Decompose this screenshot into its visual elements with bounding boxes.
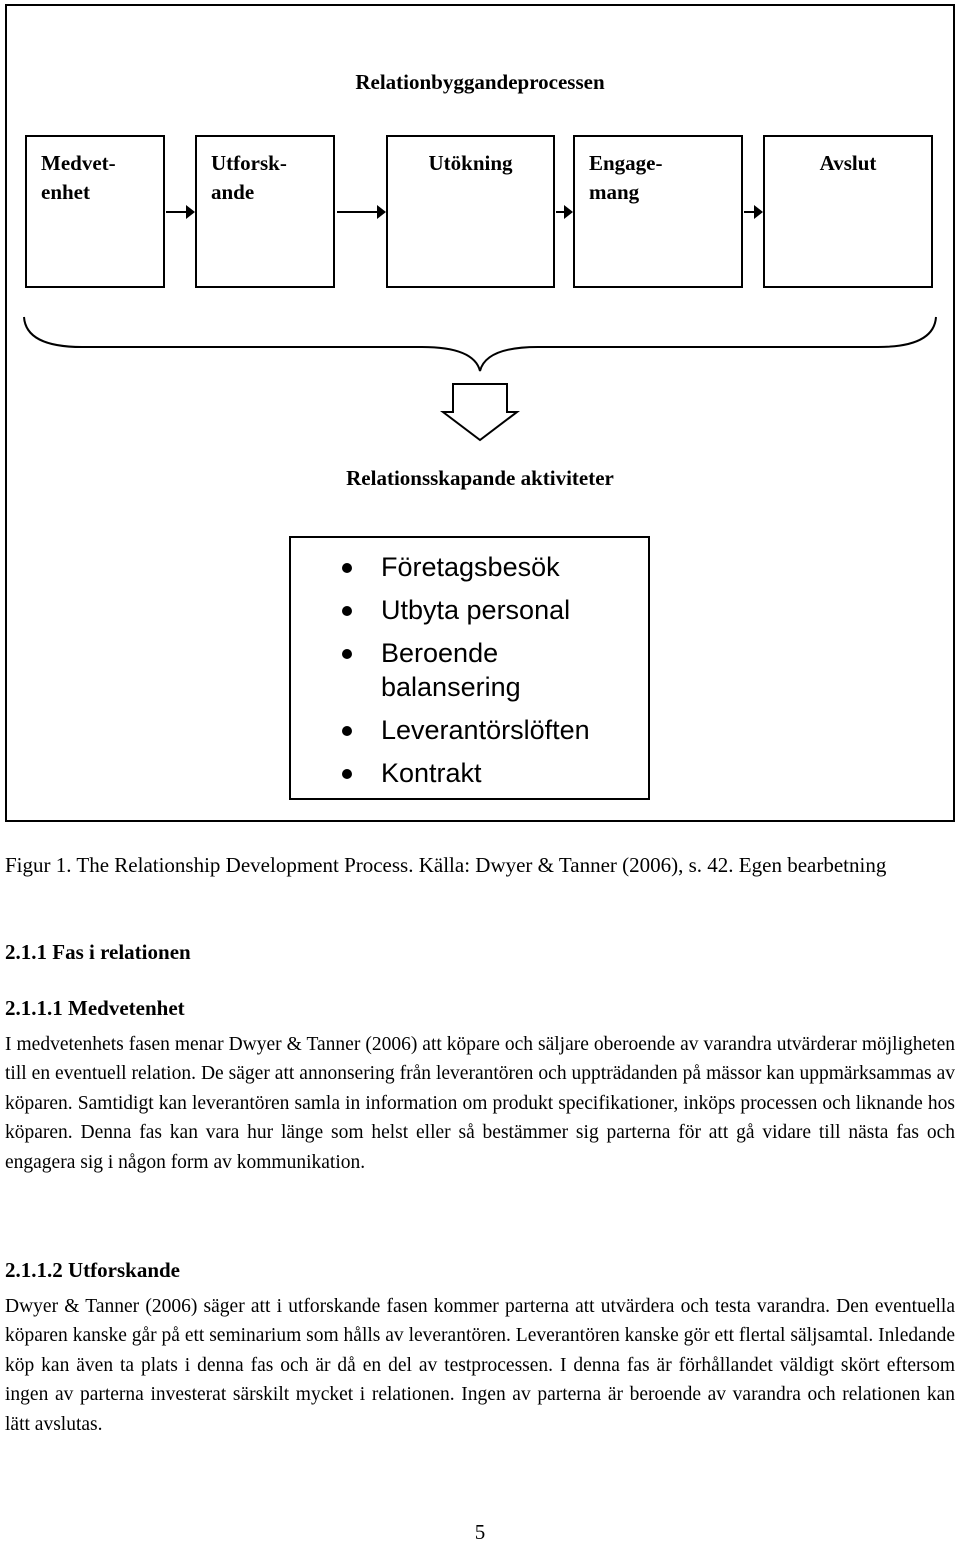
section-heading: 2.1.1 Fas i relationen (5, 940, 191, 964)
subsection-heading: 2.1.1.1 Medvetenhet (5, 996, 185, 1020)
figure-caption: Figur 1. The Relationship Development Process. Källa: Dwyer & Tanner (2006), s. 42. Egen bearbetning (5, 853, 887, 877)
list-item: Kontrakt (381, 756, 631, 790)
phase-label: Engage- mang (589, 151, 663, 204)
list-item: Leverantörslöften (381, 713, 631, 747)
arrowhead-icon (377, 205, 386, 219)
arrowhead-icon (754, 205, 763, 219)
body-paragraph: I medvetenhets fasen menar Dwyer & Tanner (2006) att köpare och säljare oberoende av varandra utvärderar möjligheten till en eventuell relation. De säger att annonsering från leverantören och uppträdanden på mässor kan uppmärksammas av köparen. Samtidigt kan leverantören samla in information om produkt specifikationer, inköps processen och liknande hos köparen. Denna fas kan vara hur länge som helst eller så bestämmer sig parterna för att gå vidare till nästa fas och engagera sig i någon form av kommunikation. (5, 1034, 955, 1173)
activities-list (381, 550, 631, 799)
page-number: 5 (474, 1520, 486, 1544)
phase-label: Utforsk- ande (211, 151, 287, 204)
activities-title: Relationsskapande aktiviteter (346, 466, 614, 490)
list-item: Beroende balansering (381, 636, 631, 704)
list-item: Utbyta personal (381, 593, 631, 627)
arrowhead-icon (564, 205, 573, 219)
list-item: Företagsbesök (381, 550, 631, 584)
figure-title: Relationbyggandeprocessen (355, 70, 605, 94)
phase-label: Medvet- enhet (41, 151, 116, 204)
body-paragraph: Dwyer & Tanner (2006) säger att i utforskande fasen kommer parterna att utvärdera och testa varandra. Den eventuella köparen kanske går på ett seminarium som hålls av leverantören. Leverantören kanske gör ett flertal säljsamtal. Inledande köp kan även ta plats i denna fas och är då en del av testprocessen. I denna fas är förhållandet väldigt skört eftersom ingen av parterna investerat särskilt mycket i relationen. Ingen av parterna är beroende av varandra och relationen kan lätt avslutas. (5, 1296, 955, 1435)
phase-label: Avslut (819, 151, 877, 175)
arrowhead-icon (186, 205, 195, 219)
down-arrow-icon (440, 382, 520, 444)
curly-brace-icon (22, 315, 938, 375)
subsection-heading: 2.1.1.2 Utforskande (5, 1258, 181, 1282)
phase-arrows (0, 0, 960, 300)
phase-label: Utökning (428, 151, 513, 175)
